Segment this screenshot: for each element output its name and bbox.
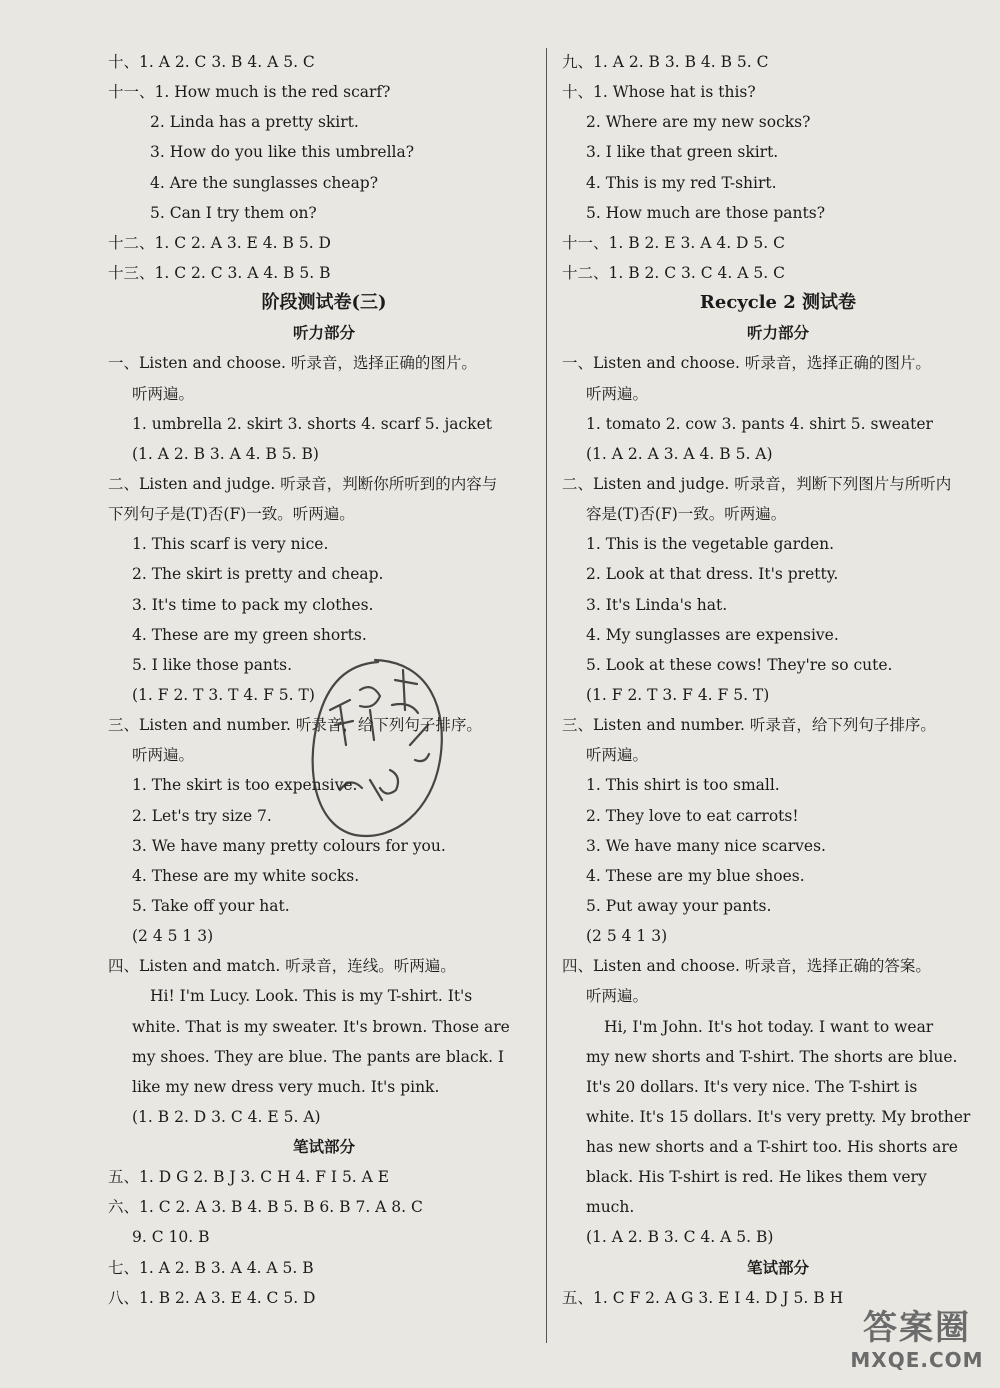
left-column-line: 笔试部分 bbox=[292, 1137, 355, 1157]
left-column-line: 4. These are my white socks. bbox=[132, 866, 360, 885]
watermark-logo: 答案圈 bbox=[863, 1308, 971, 1348]
left-column-line: my shoes. They are blue. The pants are black. I bbox=[132, 1047, 505, 1066]
right-column-line: 2. They love to eat carrots! bbox=[586, 806, 799, 825]
left-column-line: 2. Let's try size 7. bbox=[132, 806, 272, 825]
right-column-line: 5. Put away your pants. bbox=[586, 896, 772, 915]
right-column-line: 1. This is the vegetable garden. bbox=[586, 535, 835, 554]
left-column-line: 听力部分 bbox=[292, 323, 355, 343]
left-column-line: (2 4 5 1 3) bbox=[132, 927, 214, 946]
left-column-line: 1. This scarf is very nice. bbox=[132, 535, 329, 554]
left-column-line: 六、1. C 2. A 3. B 4. B 5. B 6. B 7. A 8. C bbox=[108, 1198, 423, 1217]
right-column-line: 2. Where are my new socks? bbox=[586, 113, 811, 132]
right-column-line: 十、1. Whose hat is this? bbox=[562, 83, 756, 102]
left-column-line: 十二、1. C 2. A 3. E 4. B 5. D bbox=[108, 233, 331, 252]
left-column-line: 一、Listen and choose. 听录音，选择正确的图片。 bbox=[108, 354, 477, 373]
right-column-line: (1. F 2. T 3. F 4. F 5. T) bbox=[586, 685, 770, 704]
right-column-line: white. It's 15 dollars. It's very pretty. My brother bbox=[586, 1107, 971, 1126]
left-column-line: 4. These are my green shorts. bbox=[132, 625, 367, 644]
right-column-line: 四、Listen and choose. 听录音，选择正确的答案。 bbox=[562, 957, 931, 976]
left-column-line: 9. C 10. B bbox=[132, 1228, 210, 1247]
watermark-site: MXQE.COM bbox=[850, 1348, 984, 1372]
left-column-line: 四、Listen and match. 听录音，连线。听两遍。 bbox=[108, 957, 456, 976]
right-column-line: (1. A 2. A 3. A 4. B 5. A) bbox=[586, 444, 773, 463]
right-column-line: 5. How much are those pants? bbox=[586, 203, 826, 222]
right-column-line: 十一、1. B 2. E 3. A 4. D 5. C bbox=[562, 233, 785, 252]
left-column-line: 5. Can I try them on? bbox=[150, 203, 317, 222]
right-column-line: 三、Listen and number. 听录音，给下列句子排序。 bbox=[562, 716, 936, 735]
right-column-line: Hi, I'm John. It's hot today. I want to wear bbox=[604, 1017, 934, 1036]
left-column-line: 三、Listen and number. 听录音，给下列句子排序。 bbox=[108, 716, 482, 735]
left-column-line: 1. umbrella 2. skirt 3. shorts 4. scarf 5. jacket bbox=[132, 414, 492, 433]
right-column-line: has new shorts and a T-shirt too. His shorts are bbox=[586, 1138, 958, 1157]
left-column-line: 听两遍。 bbox=[132, 384, 195, 403]
right-column-line: 笔试部分 bbox=[746, 1257, 809, 1277]
right-column-line: 1. tomato 2. cow 3. pants 4. shirt 5. sweater bbox=[586, 414, 933, 433]
column-divider bbox=[546, 48, 547, 1343]
left-column-line: 十三、1. C 2. C 3. A 4. B 5. B bbox=[108, 263, 331, 282]
right-column-line: (1. A 2. B 3. C 4. A 5. B) bbox=[586, 1228, 774, 1247]
left-column-line: 3. It's time to pack my clothes. bbox=[132, 595, 374, 614]
right-column-line: 听力部分 bbox=[746, 323, 809, 343]
left-column bbox=[108, 47, 540, 1313]
left-column-line: 五、1. D G 2. B J 3. C H 4. F I 5. A E bbox=[108, 1168, 390, 1187]
right-column-line: 一、Listen and choose. 听录音，选择正确的图片。 bbox=[562, 354, 931, 373]
left-column-line: 2. Linda has a pretty skirt. bbox=[150, 113, 359, 132]
right-column-line: 4. My sunglasses are expensive. bbox=[586, 625, 839, 644]
left-column-line: 1. The skirt is too expensive. bbox=[132, 776, 358, 795]
site-watermark bbox=[842, 1308, 992, 1378]
right-column-line: 听两遍。 bbox=[586, 746, 649, 765]
left-column-line: 5. Take off your hat. bbox=[132, 896, 290, 915]
right-column-line: 4. This is my red T-shirt. bbox=[586, 173, 777, 192]
right-column-line: 3. I like that green skirt. bbox=[586, 143, 779, 162]
right-column-line: 听两遍。 bbox=[586, 987, 649, 1006]
right-column bbox=[562, 47, 994, 1313]
right-column-line: 5. Look at these cows! They're so cute. bbox=[586, 655, 893, 674]
left-column-line: 二、Listen and judge. 听录音，判断你所听到的内容与 bbox=[108, 474, 498, 493]
left-column-line: 4. Are the sunglasses cheap? bbox=[150, 173, 379, 192]
right-column-line: (2 5 4 1 3) bbox=[586, 927, 668, 946]
right-column-line: 2. Look at that dress. It's pretty. bbox=[586, 565, 839, 584]
left-column-line: 下列句子是(T)否(F)一致。听两遍。 bbox=[108, 505, 355, 524]
right-column-line: 容是(T)否(F)一致。听两遍。 bbox=[586, 505, 787, 524]
left-column-line: like my new dress very much. It's pink. bbox=[132, 1077, 440, 1096]
right-column-line: my new shorts and T-shirt. The shorts are blue. bbox=[586, 1047, 958, 1066]
left-column-line: 3. We have many pretty colours for you. bbox=[132, 836, 446, 855]
right-column-line: 听两遍。 bbox=[586, 384, 649, 403]
left-column-line: 听两遍。 bbox=[132, 746, 195, 765]
right-column-line: 五、1. C F 2. A G 3. E I 4. D J 5. B H bbox=[562, 1288, 844, 1307]
right-column-line: Recycle 2 测试卷 bbox=[699, 292, 857, 314]
right-column-line: much. bbox=[586, 1198, 635, 1217]
left-column-line: (1. A 2. B 3. A 4. B 5. B) bbox=[132, 444, 319, 463]
left-column-line: 5. I like those pants. bbox=[132, 655, 293, 674]
right-column-line: 3. It's Linda's hat. bbox=[586, 595, 728, 614]
left-column-line: 2. The skirt is pretty and cheap. bbox=[132, 565, 384, 584]
left-column-line: (1. F 2. T 3. T 4. F 5. T) bbox=[132, 685, 315, 704]
left-column-line: 阶段测试卷(三) bbox=[261, 292, 387, 314]
right-column-line: 1. This shirt is too small. bbox=[586, 776, 780, 795]
right-column-line: 3. We have many nice scarves. bbox=[586, 836, 826, 855]
left-column-line: 3. How do you like this umbrella? bbox=[150, 143, 415, 162]
left-column-line: 十、1. A 2. C 3. B 4. A 5. C bbox=[108, 53, 315, 71]
right-column-line: 十二、1. B 2. C 3. C 4. A 5. C bbox=[562, 263, 785, 282]
right-column-line: black. His T-shirt is red. He likes them very bbox=[586, 1168, 927, 1187]
right-column-line: 二、Listen and judge. 听录音，判断下列图片与所听内 bbox=[562, 474, 952, 493]
left-column-line: (1. B 2. D 3. C 4. E 5. A) bbox=[132, 1107, 321, 1126]
right-column-line: 九、1. A 2. B 3. B 4. B 5. C bbox=[562, 53, 769, 71]
left-column-line: 十一、1. How much is the red scarf? bbox=[108, 83, 391, 102]
left-column-line: white. That is my sweater. It's brown. Those are bbox=[132, 1017, 510, 1036]
right-column-line: 4. These are my blue shoes. bbox=[586, 866, 805, 885]
right-column-line: It's 20 dollars. It's very nice. The T-shirt is bbox=[586, 1077, 918, 1096]
left-column-line: 八、1. B 2. A 3. E 4. C 5. D bbox=[108, 1288, 316, 1307]
left-column-line: Hi! I'm Lucy. Look. This is my T-shirt. It's bbox=[150, 987, 473, 1006]
left-column-line: 七、1. A 2. B 3. A 4. A 5. B bbox=[108, 1258, 314, 1277]
